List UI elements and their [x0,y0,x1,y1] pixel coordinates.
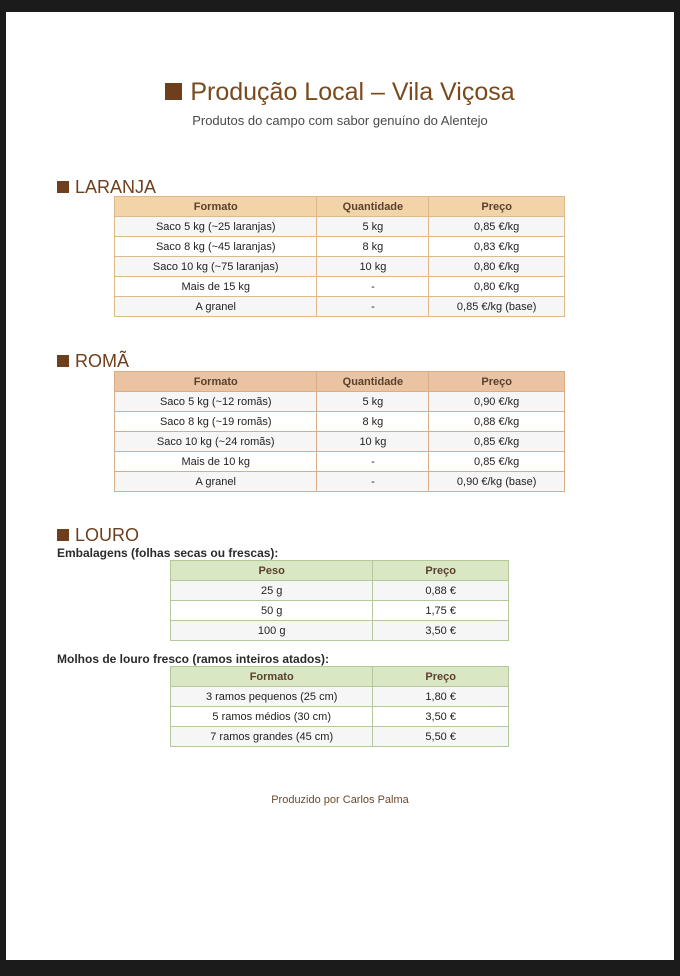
table-cell: 0,85 €/kg [429,217,565,237]
column-header: Formato [115,197,317,217]
table-cell: 3,50 € [373,707,509,727]
table-cell: - [317,452,429,472]
table-cell: 0,83 €/kg [429,237,565,257]
page-title [6,78,674,107]
table-row [115,412,565,432]
table-header-row [171,561,509,581]
page-subtitle: Produtos do campo com sabor genuíno do Alentejo [192,113,488,128]
table-cell: 0,85 €/kg [429,452,565,472]
page-title-text: Produção Local – Vila Viçosa [190,78,515,106]
table-header-row [171,667,509,687]
table-cell: Saco 5 kg (~25 laranjas) [115,217,317,237]
table-row [115,472,565,492]
roma-table [114,371,565,492]
footer-credit: Produzido por Carlos Palma [271,794,409,806]
table-cell: Saco 8 kg (~45 laranjas) [115,237,317,257]
table-row [171,621,509,641]
table-cell: 50 g [171,601,373,621]
table-row [171,727,509,747]
bunches-label: Molhos de louro fresco (ramos inteiros atados): [57,652,330,666]
table-cell: 0,80 €/kg [429,277,565,297]
table-cell: 10 kg [317,432,429,452]
table-cell: 0,85 €/kg (base) [429,297,565,317]
column-header: Quantidade [317,372,429,392]
table-cell: 1,80 € [373,687,509,707]
table-cell: Saco 10 kg (~24 romãs) [115,432,317,452]
table-cell: Saco 8 kg (~19 romãs) [115,412,317,432]
column-header: Preço [429,372,565,392]
table-row [115,452,565,472]
table-cell: 7 ramos grandes (45 cm) [171,727,373,747]
table-cell: 25 g [171,581,373,601]
table-cell: Saco 10 kg (~75 laranjas) [115,257,317,277]
table-cell: 0,88 € [373,581,509,601]
louro-bunches-table [170,666,509,747]
table-cell: 0,80 €/kg [429,257,565,277]
table-cell: 3,50 € [373,621,509,641]
table-cell: 5 ramos médios (30 cm) [171,707,373,727]
table-cell: - [317,297,429,317]
table-cell: 10 kg [317,257,429,277]
table-cell: A granel [115,297,317,317]
table-header-row [115,372,565,392]
table-cell: Mais de 10 kg [115,452,317,472]
square-bullet-icon [57,181,69,193]
table-row [115,237,565,257]
table-cell: 3 ramos pequenos (25 cm) [171,687,373,707]
table-row [115,392,565,412]
table-row [171,581,509,601]
table-cell: 0,88 €/kg [429,412,565,432]
column-header: Quantidade [317,197,429,217]
table-cell: A granel [115,472,317,492]
section-heading-roma: ROMÃ [57,351,129,372]
column-header: Preço [373,667,509,687]
column-header: Peso [171,561,373,581]
square-bullet-icon [57,355,69,367]
square-bullet-icon [57,529,69,541]
table-row [115,257,565,277]
table-row [171,601,509,621]
table-row [115,277,565,297]
table-cell: Saco 5 kg (~12 romãs) [115,392,317,412]
table-cell: 0,90 €/kg [429,392,565,412]
column-header: Formato [171,667,373,687]
table-cell: - [317,472,429,492]
laranja-table [114,196,565,317]
table-cell: 0,90 €/kg (base) [429,472,565,492]
column-header: Formato [115,372,317,392]
document-page [6,12,674,960]
table-cell: 5,50 € [373,727,509,747]
table-row [171,687,509,707]
table-cell: 8 kg [317,412,429,432]
column-header: Preço [429,197,565,217]
square-bullet-icon [165,83,182,100]
section-heading-laranja: LARANJA [57,177,156,198]
table-row [115,217,565,237]
louro-packs-table [170,560,509,641]
table-cell: 0,85 €/kg [429,432,565,452]
table-row [115,432,565,452]
section-heading-louro: LOURO [57,525,139,546]
table-header-row [115,197,565,217]
table-cell: 5 kg [317,392,429,412]
table-cell: 1,75 € [373,601,509,621]
table-row [171,707,509,727]
table-cell: 5 kg [317,217,429,237]
column-header: Preço [373,561,509,581]
table-cell: - [317,277,429,297]
packs-label: Embalagens (folhas secas ou frescas): [57,546,279,560]
table-cell: 100 g [171,621,373,641]
table-cell: Mais de 15 kg [115,277,317,297]
table-row [115,297,565,317]
table-cell: 8 kg [317,237,429,257]
